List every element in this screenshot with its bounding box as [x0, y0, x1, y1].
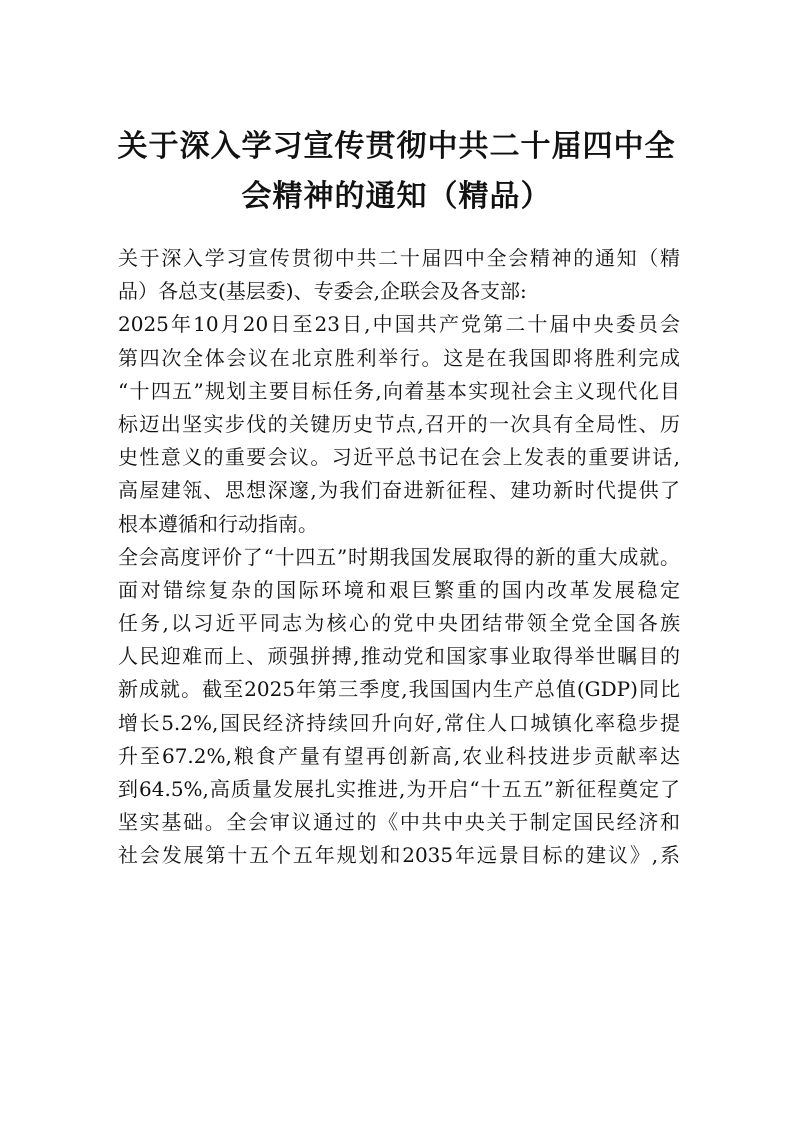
- body-line: 标迈出坚实步伐的关键历史节点,召开的一次具有全局性、历: [118, 411, 680, 436]
- body-line: 面对错综复杂的国际环境和艰巨繁重的国内改革发展稳定: [118, 577, 680, 602]
- body-line: 新成就。截至2025年第三季度,我国国内生产总值(GDP)同比: [118, 677, 680, 702]
- title-line-2: 会精神的通知（精品）: [241, 179, 552, 214]
- document-body: [118, 242, 680, 873]
- body-line: 根本遵循和行动指南。: [118, 511, 318, 536]
- title-line-1: 关于深入学习宣传贯彻中共二十届四中全: [117, 129, 676, 164]
- body-line: 坚实基础。全会审议通过的《中共中央关于制定国民经济和: [118, 810, 680, 835]
- body-line: 升至67.2%,粮食产量有望再创新高,农业科技进步贡献率达: [118, 743, 680, 768]
- body-line: 2025年10月20日至23日,中国共产党第二十届中央委员会: [118, 312, 680, 337]
- body-line: 到64.5%,高质量发展扎实推进,为开启“十五五”新征程奠定了: [118, 777, 680, 801]
- body-line: 关于深入学习宣传贯彻中共二十届四中全会精神的通知（精: [118, 246, 680, 270]
- body-line: 高屋建瓴、思想深邃,为我们奋进新征程、建功新时代提供了: [118, 478, 680, 503]
- body-line: 人民迎难而上、顽强拼搏,推动党和国家事业取得举世瞩目的: [118, 644, 680, 669]
- body-line: 史性意义的重要会议。习近平总书记在会上发表的重要讲话,: [118, 445, 680, 470]
- body-line: 品）各总支(基层委)、专委会,企联会及各支部:: [118, 279, 527, 304]
- body-line: “十四五”规划主要目标任务,向着基本实现社会主义现代化目: [118, 378, 680, 403]
- body-line: 社会发展第十五个五年规划和2035年远景目标的建议》,系: [118, 843, 680, 868]
- document-title: [100, 122, 693, 222]
- body-line: 第四次全体会议在北京胜利举行。这是在我国即将胜利完成: [118, 345, 680, 370]
- body-line: 任务,以习近平同志为核心的党中央团结带领全党全国各族: [118, 611, 680, 636]
- body-line: 增长5.2%,国民经济持续回升向好,常住人口城镇化率稳步提: [118, 710, 680, 735]
- body-line: 全会高度评价了“十四五”时期我国发展取得的新的重大成就。: [118, 544, 680, 569]
